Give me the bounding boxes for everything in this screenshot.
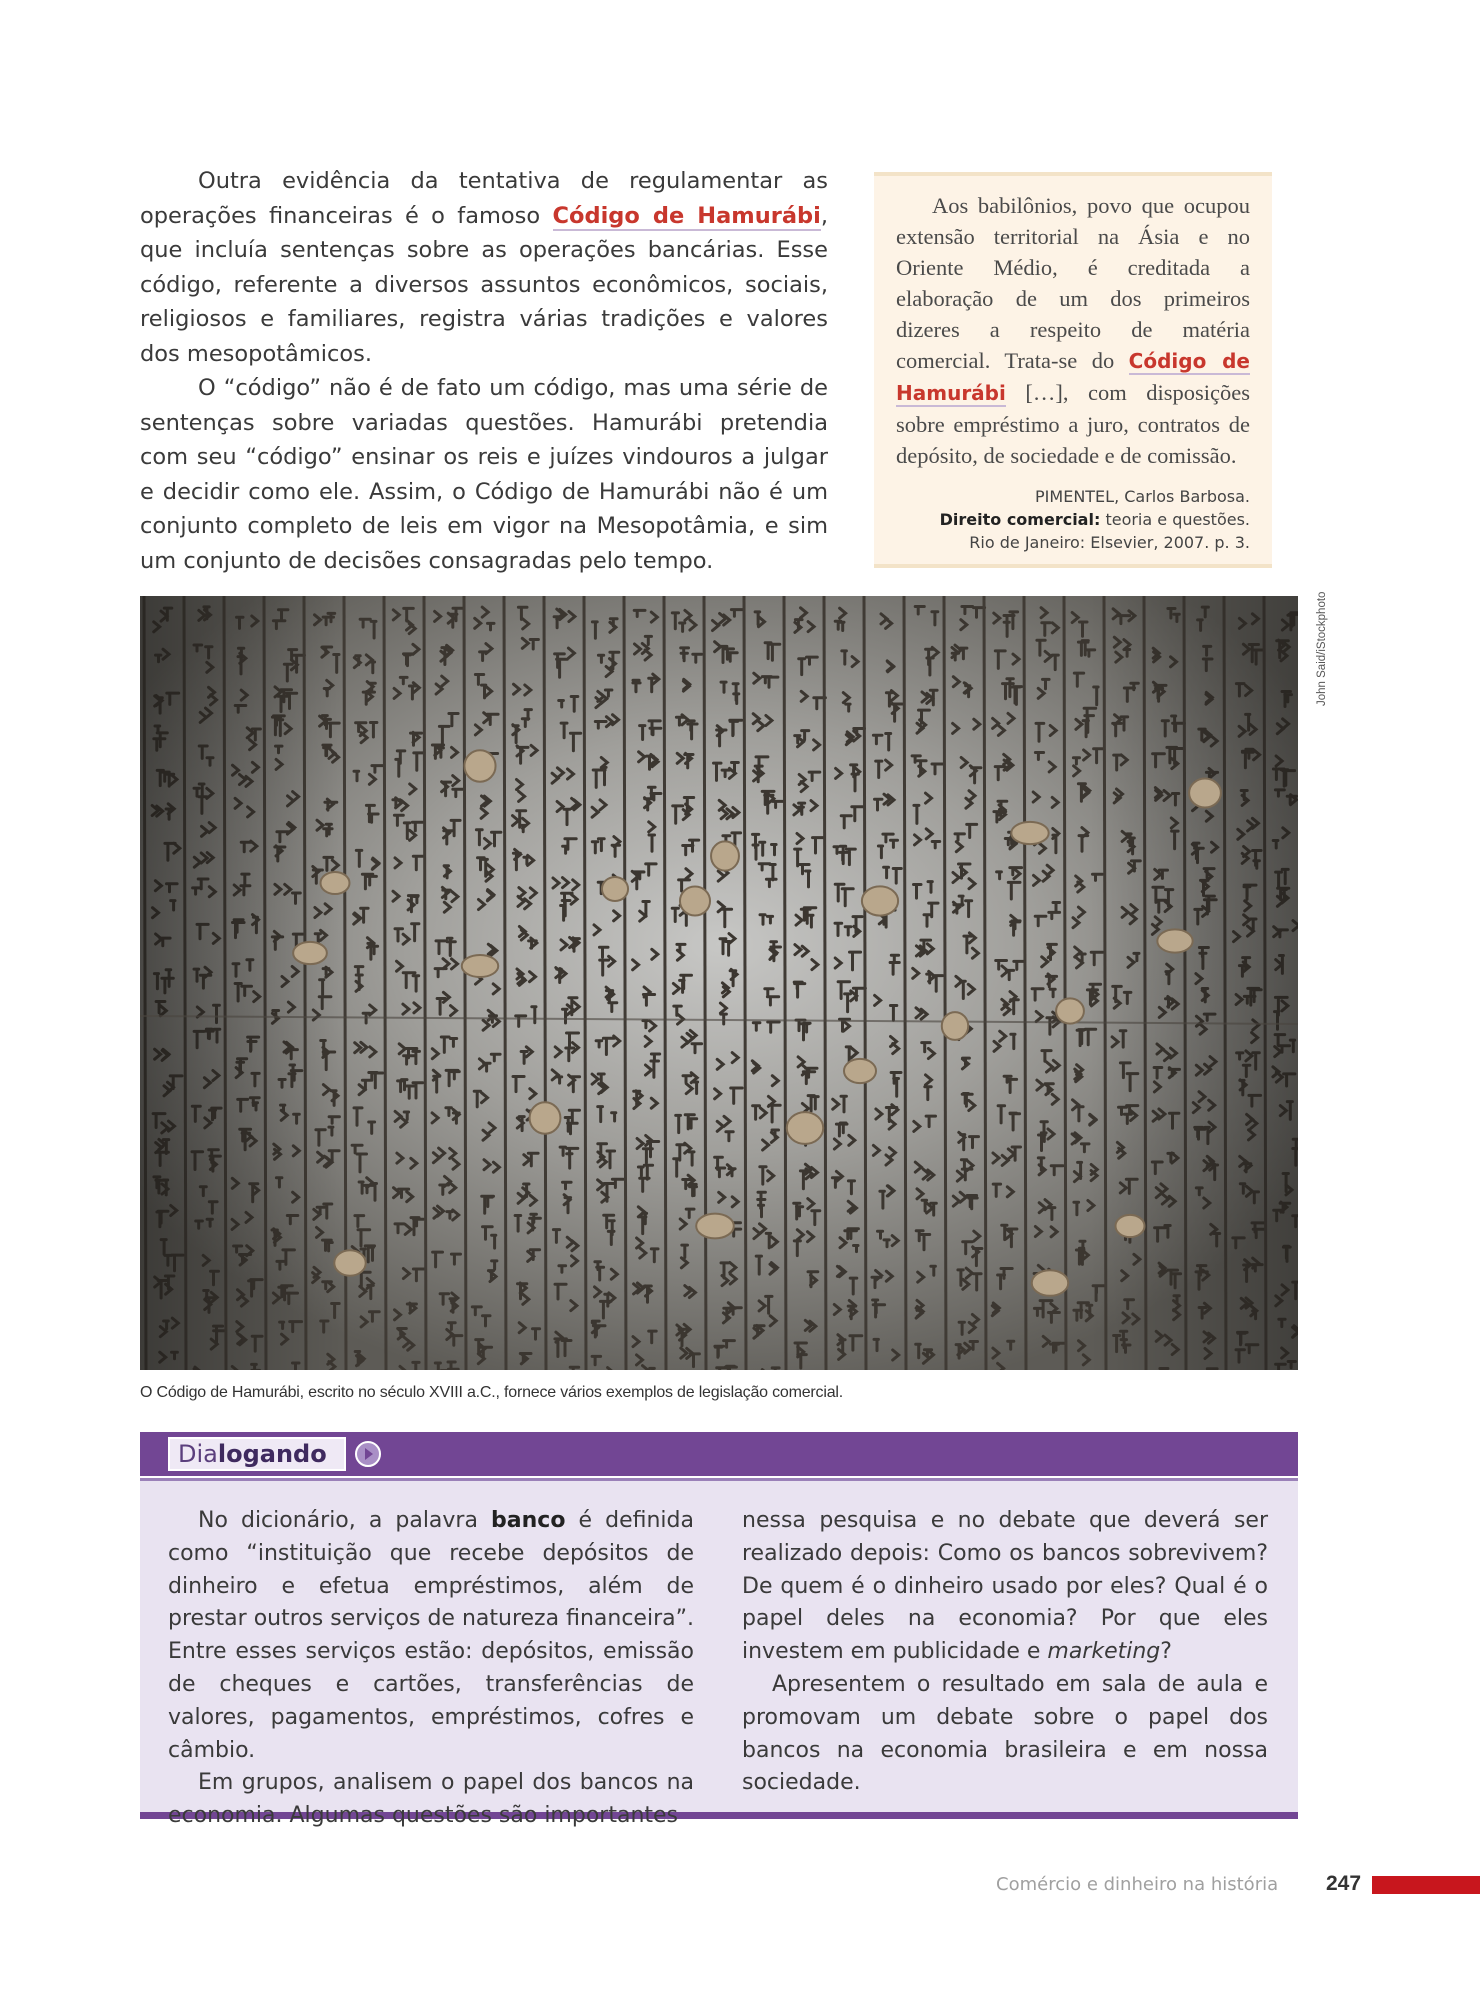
dialogando-paragraph-2-continued: nessa pesquisa e no debate que deverá ser realizado depois: Como os bancos sobrevivem? De quem é o dinheiro usado por eles? Qual é o papel deles na economia? Por que eles investem em publicidade e marketing? [742, 1508, 1268, 1665]
stone-nodule [711, 841, 739, 870]
citation-publisher: Rio de Janeiro: Elsevier, 2007. p. 3. [969, 533, 1250, 552]
page-number: 247 [1326, 1872, 1362, 1895]
play-arrow-icon [354, 1440, 382, 1468]
dialogando-paragraph-3: Apresentem o resultado em sala de aula e promovam um debate sobre o papel dos bancos na economia brasileira e em nossa sociedade. [742, 1671, 1268, 1796]
dialogando-paragraph-2: Em grupos, analisem o papel dos bancos na economia. Algumas questões são importantes [168, 1770, 694, 1829]
stone-nodule [862, 886, 898, 915]
stone-nodule [464, 750, 495, 781]
paragraph-2: O “código” não é de fato um código, mas uma série de sentenças sobre variadas questões. Hamurábi pretendia com seu “código” ensinar os reis e juízes vindouros a julgar e decidir como ele. Assim, o Código de Hamurábi não é um conjunto completo de leis em vigor na Mesopotâmia, e sim um conjunto de decisões consagradas pelo tempo. [140, 375, 828, 574]
stone-nodule [293, 942, 327, 964]
stone-nodule [942, 1012, 968, 1040]
stone-nodule [321, 872, 350, 894]
dialogando-column-1 [168, 1505, 694, 1833]
dialogando-column-2 [742, 1505, 1268, 1800]
quote-citation [896, 485, 1250, 554]
stone-nodule [1011, 822, 1048, 844]
stone-nodule [1157, 929, 1192, 952]
footer-red-bar [1372, 1876, 1480, 1894]
stone-nodule [462, 955, 498, 977]
citation-author: PIMENTEL, Carlos Barbosa. [1035, 487, 1250, 506]
stone-nodule [530, 1102, 561, 1133]
stone-nodule [1056, 998, 1084, 1023]
stone-nodule [334, 1250, 365, 1276]
stone-nodule [602, 877, 628, 901]
citation-book-title: Direito comercial: [939, 510, 1101, 529]
stone-nodule [1032, 1270, 1068, 1295]
paragraph-1: Outra evidência da tentativa de regulamentar as operações financeiras é o famoso Código de Hamurábi, que incluía sentenças sobre as operações bancárias. Esse código, referente a diversos assuntos econômicos, sociais, religiosos e familiares, registra várias tradições e valores dos mesopotâmicos. [140, 168, 828, 367]
stone-nodule [1189, 779, 1221, 808]
term-marketing: marketing [1047, 1639, 1161, 1665]
stone-nodule [844, 1059, 876, 1083]
stone-nodule [696, 1214, 734, 1239]
stone-nodule [680, 886, 710, 915]
stone-nodule [787, 1112, 823, 1144]
main-body-text [140, 164, 828, 578]
footer-chapter-title: Comércio e dinheiro na história [996, 1874, 1279, 1895]
quote-box [874, 172, 1272, 568]
quote-text: Aos babilônios, povo que ocupou extensão territorial na Ásia e no Oriente Médio, é creditada a elaboração de um dos primeiros dizeres a respeito de matéria comercial. Trata-se do Código de Hamurábi […], com disposições sobre empréstimo a juro, contratos de depósito, de sociedade e de comissão. [896, 193, 1250, 468]
stele-illustration [140, 596, 1298, 1370]
stone-nodule [1116, 1215, 1145, 1237]
photo-caption: O Código de Hamurábi, escrito no século XVIII a.C., fornece vários exemplos de legislação comercial. [140, 1384, 844, 1401]
dialogando-label: Dialogando [168, 1437, 346, 1471]
photo-credit: John Said/iStockphoto [1316, 591, 1328, 706]
hamurabi-stele-photo [140, 596, 1298, 1370]
term-codigo-hamurabi: Código de Hamurábi [552, 202, 821, 229]
quote-term-codigo-hamurabi: Código de Hamurábi [896, 349, 1250, 405]
keyword-banco: banco [491, 1508, 566, 1533]
dialogando-paragraph-1: No dicionário, a palavra banco é definida como “instituição que recebe depósitos de dinheiro e efetua empréstimos, além de prestar outros serviços de natureza financeira”. Entre esses serviços estão: depósitos, emissão de cheques e cartões, transferências de valores, pagamentos, empréstimos, cofres e câmbio. [168, 1508, 694, 1763]
citation-book: Direito comercial: teoria e questões. [939, 510, 1250, 529]
